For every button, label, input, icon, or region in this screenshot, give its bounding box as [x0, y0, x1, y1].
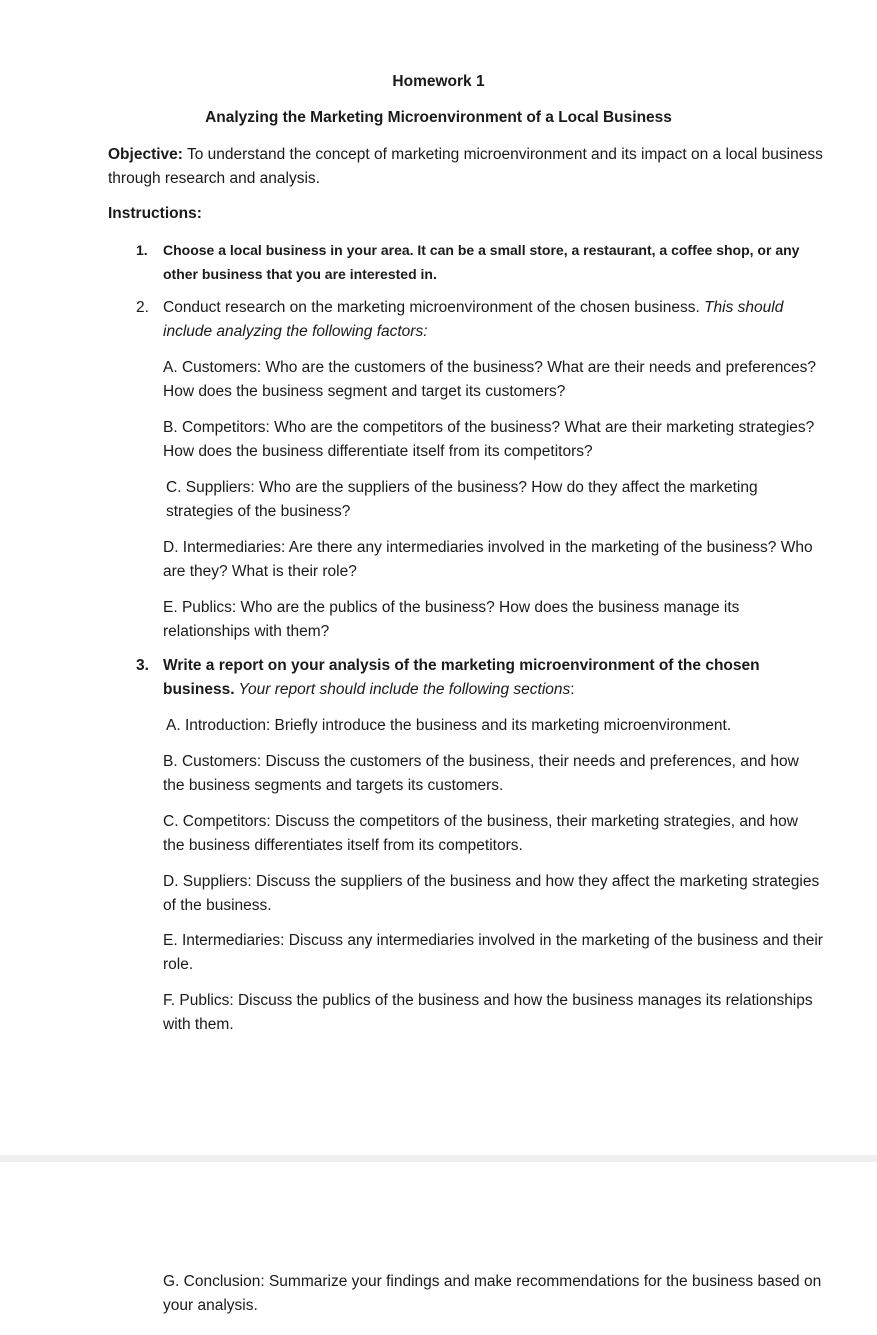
homework-heading: Homework 1 — [392, 73, 485, 90]
step-3-subitem-intermediaries: E. Intermediaries: Discuss any intermediaries involved in the marketing of the business and their role. — [163, 932, 823, 973]
instructions-label: Instructions: — [108, 205, 202, 222]
step-1-text: Choose a local business in your area. It can be a small store, a restaurant, a coffee shop, or any other business that you are interested in. — [163, 242, 800, 282]
document-title: Analyzing the Marketing Microenvironment of a Local Business — [205, 109, 672, 126]
step-2-text — [163, 296, 823, 344]
document-page-2 — [0, 1162, 877, 1335]
step-2-italic: This should include analyzing the following factors: — [163, 299, 784, 340]
step-2-subitem-customers: A. Customers: Who are the customers of the business? What are their needs and preferences? How does the business segment and target its customers? — [163, 359, 817, 400]
step-3-subitem-suppliers: D. Suppliers: Discuss the suppliers of the business and how they affect the marketing strategies of the business. — [163, 873, 820, 914]
step-2-subitem-publics: E. Publics: Who are the publics of the business? How does the business manage its relationships with them? — [163, 599, 740, 640]
step-2-subitem-competitors: B. Competitors: Who are the competitors of the business? What are their marketing strategies? How does the business differentiate itself from its competitors? — [163, 419, 815, 460]
page-break — [0, 1155, 877, 1162]
step-3-bold: Write a report on your analysis of the marketing microenvironment of the chosen business. — [163, 657, 760, 698]
step-2-subitem-suppliers: C. Suppliers: Who are the suppliers of the business? How do they affect the marketing strategies of the business? — [166, 479, 758, 520]
step-2-subitem-intermediaries: D. Intermediaries: Are there any intermediaries involved in the marketing of the business? Who are they? What is their role? — [163, 539, 813, 580]
step-3-colon: : — [570, 681, 575, 698]
step-1-number: 1. — [136, 242, 148, 258]
step-3-text — [163, 654, 823, 702]
step-3-number: 3. — [136, 657, 149, 674]
objective-paragraph — [108, 143, 828, 191]
step-3-subitem-publics: F. Publics: Discuss the publics of the business and how the business manages its relationships with them. — [163, 992, 813, 1033]
step-2-number: 2. — [136, 299, 149, 316]
step-3-subitem-customers: B. Customers: Discuss the customers of the business, their needs and preferences, and how the business segments and targets its customers. — [163, 753, 799, 794]
step-3-subitem-conclusion: G. Conclusion: Summarize your findings and make recommendations for the business based on your analysis. — [163, 1273, 822, 1314]
step-3-subitem-competitors: C. Competitors: Discuss the competitors of the business, their marketing strategies, and how the business differentiates itself from its competitors. — [163, 813, 798, 854]
step-3-italic: Your report should include the following sections — [234, 681, 571, 698]
step-2-main: Conduct research on the marketing microenvironment of the chosen business. — [163, 299, 700, 316]
objective-label: Objective: — [108, 146, 183, 163]
objective-text: To understand the concept of marketing microenvironment and its impact on a local business through research and analysis. — [108, 146, 823, 187]
step-3-subitem-introduction: A. Introduction: Briefly introduce the business and its marketing microenvironment. — [166, 717, 732, 734]
